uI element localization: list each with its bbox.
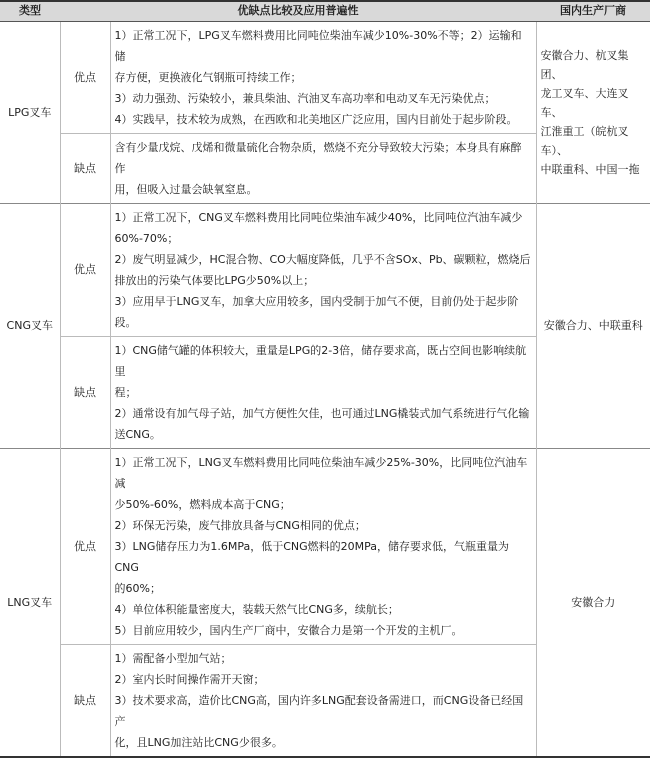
text-line: 送CNG。 — [114, 427, 161, 441]
cons-text — [110, 336, 536, 448]
table-row — [0, 448, 650, 644]
header-desc: 优缺点比较及应用普遍性 — [60, 1, 536, 21]
text-line: 1）CNG储气罐的体积较大，重量是LPG的2-3倍，储存要求高，既占空间也影响续航里 — [114, 343, 527, 378]
cons-text — [110, 644, 536, 757]
text-line: 3）动力强劲、污染较小，兼具柴油、汽油叉车高功率和电动叉车无污染优点； — [114, 91, 496, 105]
text-line: 存方便，更换液化气钢瓶可持续工作； — [114, 70, 302, 84]
pros-text — [110, 21, 536, 133]
header-type: 类型 — [0, 1, 60, 21]
text-line: 5）目前应用较少，国内生产厂商中，安徽合力是第一个开发的主机厂。 — [114, 623, 463, 637]
text-line: 3）技术要求高，造价比CNG高，国内许多LNG配套设备需进口，而CNG设备已经国产 — [114, 693, 524, 728]
text-line: 60%-70%； — [114, 231, 179, 245]
pros-label: 优点 — [60, 21, 110, 133]
text-line: 2）通常设有加气母子站，加气方便性欠佳，也可通过LNG橇装式加气系统进行气化输 — [114, 406, 530, 420]
text-line: 3）LNG储存压力为1.6MPa，低于CNG燃料的20MPa，储存要求低，气瓶重量为CNG — [114, 539, 510, 574]
header-row — [0, 1, 650, 21]
cons-label: 缺点 — [60, 336, 110, 448]
pros-text — [110, 448, 536, 644]
text-line: 3）应用早于LNG叉车，加拿大应用较多，国内受制于加气不便，目前仍处于起步阶段。 — [114, 294, 519, 329]
manufacturer-name: 安徽合力 — [571, 595, 616, 609]
text-line: 含有少量戊烷、戊烯和微量硫化合物杂质，燃烧不充分导致较大污染；本身具有麻醉作 — [114, 140, 522, 175]
text-line: 1）正常工况下，CNG叉车燃料费用比同吨位柴油车减少40%，比同吨位汽油车减少 — [114, 210, 523, 224]
text-line: 2）环保无污染，废气排放具备与CNG相同的优点； — [114, 518, 366, 532]
cons-label: 缺点 — [60, 644, 110, 757]
manufacturers-cell — [536, 203, 650, 448]
cons-label: 缺点 — [60, 133, 110, 203]
text-line: 用，但吸入过量会缺氧窒息。 — [114, 182, 258, 196]
table-row — [0, 203, 650, 336]
text-line: 4）单位体积能量密度大，装载天然气比CNG多，续航长； — [114, 602, 399, 616]
cons-text — [110, 133, 536, 203]
manufacturer-name: 江淮重工（皖杭叉车）、 — [540, 124, 629, 157]
text-line: 排放出的污染气体要比LPG少50%以上； — [114, 273, 315, 287]
text-line: 少50%-60%，燃料成本高于CNG； — [114, 497, 291, 511]
table-row — [0, 21, 650, 133]
type-cell: CNG叉车 — [0, 203, 60, 448]
pros-text — [110, 203, 536, 336]
text-line: 2）室内长时间操作需开天窗； — [114, 672, 265, 686]
pros-label: 优点 — [60, 448, 110, 644]
text-line: 1）需配备小型加气站； — [114, 651, 232, 665]
type-cell: LNG叉车 — [0, 448, 60, 757]
text-line: 1）正常工况下，LPG叉车燃料费用比同吨位柴油车减少10%-30%不等；2）运输和储 — [114, 28, 522, 63]
text-line: 2）废气明显减少，HC混合物、CO大幅度降低，几乎不含SOx、Pb、碳颗粒，燃烧后 — [114, 252, 531, 266]
manufacturer-name: 龙工叉车、大连叉车、 — [540, 86, 629, 119]
type-cell: LPG叉车 — [0, 21, 60, 203]
pros-label: 优点 — [60, 203, 110, 336]
text-line: 程； — [114, 385, 137, 399]
header-manufacturers: 国内生产厂商 — [536, 1, 650, 21]
manufacturer-name: 中联重科、中国一拖 — [540, 162, 640, 176]
manufacturers-cell — [536, 21, 650, 203]
text-line: 的60%； — [114, 581, 161, 595]
text-line: 1）正常工况下，LNG叉车燃料费用比同吨位柴油车减少25%-30%，比同吨位汽油车减 — [114, 455, 528, 490]
manufacturer-name: 安徽合力、中联重科 — [543, 319, 643, 332]
manufacturer-name: 安徽合力、杭叉集团、 — [540, 48, 629, 81]
text-line: 化，且LNG加注站比CNG少很多。 — [114, 735, 283, 749]
text-line: 4）实践早，技术较为成熟，在西欧和北美地区广泛应用，国内目前处于起步阶段。 — [114, 112, 518, 126]
manufacturers-cell — [536, 448, 650, 757]
